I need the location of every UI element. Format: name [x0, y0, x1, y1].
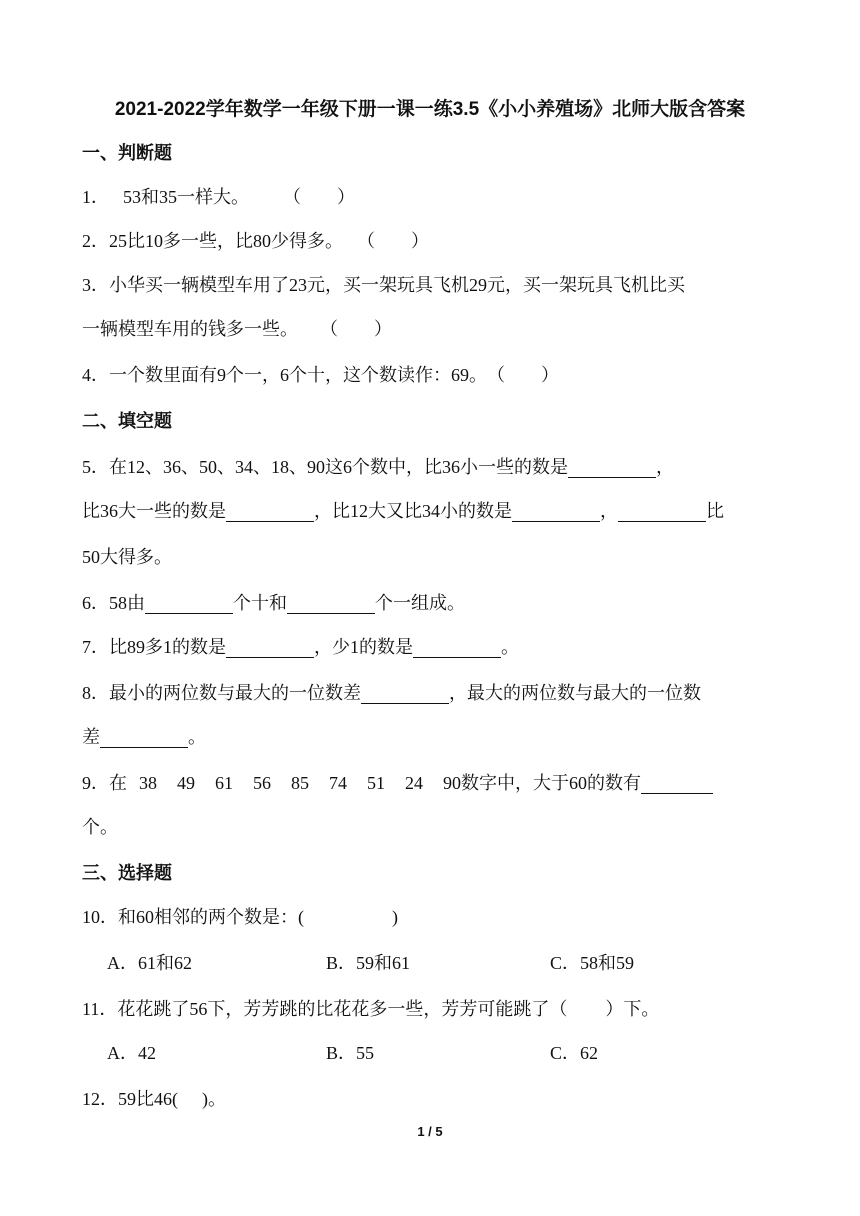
punctuation: )。 [202, 1089, 226, 1109]
question-text: 花花跳了56下，芳芳跳的比花花多一些，芳芳可能跳了（ [117, 999, 568, 1019]
section-heading-multiple-choice: 三、选择题 [82, 863, 172, 883]
question-text: 差 [82, 727, 100, 747]
number-item: 51 [367, 773, 385, 793]
question-5-line-1 [82, 454, 674, 480]
answer-parentheses[interactable]: （ ） [357, 231, 429, 251]
question-text: 个一组成。 [375, 593, 465, 613]
question-number: 3． [82, 275, 109, 295]
question-text: 59比46( [118, 1089, 178, 1109]
answer-blank[interactable] [287, 593, 375, 614]
answer-blank[interactable] [226, 501, 314, 522]
question-number: 5． [82, 457, 109, 477]
question-2 [82, 228, 429, 254]
question-8-line-2 [82, 724, 206, 750]
question-number: 11． [82, 999, 118, 1019]
number-item: 85 [291, 773, 309, 793]
question-text: 数字中，大于60的数有 [461, 773, 641, 793]
question-5-line-2 [82, 498, 724, 524]
question-text: 一辆模型车用的钱多一些。 [82, 319, 298, 339]
answer-blank[interactable] [145, 593, 233, 614]
question-number: 9． [82, 773, 109, 793]
number-item: 24 [405, 773, 423, 793]
question-text: 比 [706, 501, 724, 521]
question-text: ，最大的两位数与最大的一位数 [449, 683, 701, 703]
question-10-option-b[interactable]: B．59和61 [326, 953, 411, 973]
question-text: 比36大一些的数是 [82, 501, 226, 521]
number-item: 74 [329, 773, 347, 793]
question-text: 和60相邻的两个数是：( [118, 907, 304, 927]
question-text: 在12、36、50、34、18、90这6个数中，比36小一些的数是 [109, 457, 568, 477]
question-text: ，比12大又比34小的数是 [314, 501, 512, 521]
punctuation: 。 [188, 727, 206, 747]
question-1 [82, 184, 355, 210]
answer-parentheses[interactable]: （ ） [487, 365, 559, 385]
question-10-option-a[interactable]: A．61和62 [107, 953, 192, 973]
answer-blank[interactable] [100, 727, 188, 748]
question-3-line-2 [82, 316, 392, 342]
question-9-line-2 [82, 814, 118, 840]
section-heading-judgement: 一、判断题 [82, 143, 172, 163]
question-number: 4． [82, 365, 109, 385]
question-text: 最小的两位数与最大的一位数差 [109, 683, 361, 703]
question-3-line-1 [82, 272, 685, 298]
punctuation: ) [392, 907, 398, 927]
question-text: ）下。 [605, 999, 660, 1019]
question-9-line-1 [82, 770, 713, 796]
answer-blank[interactable] [512, 501, 600, 522]
question-11-option-c[interactable]: C．62 [550, 1043, 599, 1063]
question-8-line-1 [82, 680, 701, 706]
question-number: 6． [82, 593, 109, 613]
number-item: 90 [443, 773, 461, 793]
number-item: 56 [253, 773, 271, 793]
answer-blank[interactable] [568, 457, 656, 478]
question-5-line-3 [82, 544, 172, 570]
question-number: 12． [82, 1089, 118, 1109]
document-title: 2021-2022学年数学一年级下册一课一练3.5《小小养殖场》北师大版含答案 [114, 99, 746, 120]
question-number: 2． [82, 231, 109, 251]
number-item: 38 [139, 773, 157, 793]
question-11-option-b[interactable]: B．55 [326, 1043, 375, 1063]
answer-blank[interactable] [641, 773, 713, 794]
question-text: 25比10多一些，比80少得多。 [109, 231, 343, 251]
punctuation: ， [600, 501, 618, 521]
answer-parentheses[interactable]: （ ） [320, 319, 392, 339]
answer-blank[interactable] [361, 683, 449, 704]
answer-parentheses[interactable]: （ ） [283, 187, 355, 207]
answer-blank[interactable] [618, 501, 706, 522]
question-text: 在 [109, 773, 127, 793]
question-text: 个十和 [233, 593, 287, 613]
question-10-option-c[interactable]: C．58和59 [550, 953, 635, 973]
answer-blank[interactable] [413, 637, 501, 658]
question-text: 一个数里面有9个一，6个十，这个数读作：69。 [109, 365, 487, 385]
question-number: 1． [82, 187, 109, 207]
question-text: 50大得多。 [82, 547, 172, 567]
question-4 [82, 362, 559, 388]
question-text: 小华买一辆模型车用了23元，买一架玩具飞机29元，买一架玩具飞机比买 [109, 275, 685, 295]
question-text: 58由 [109, 593, 145, 613]
question-11 [82, 996, 659, 1022]
question-6 [82, 590, 465, 616]
question-number: 10． [82, 907, 118, 927]
question-7 [82, 634, 519, 660]
page-number: 1 / 5 [417, 1124, 443, 1139]
question-text: 53和35一样大。 [123, 187, 249, 207]
question-text: 个。 [82, 817, 118, 837]
question-text: 比89多1的数是 [109, 637, 226, 657]
answer-blank[interactable] [226, 637, 314, 658]
number-item: 61 [215, 773, 233, 793]
question-text: ，少1的数是 [314, 637, 413, 657]
question-10 [82, 904, 398, 930]
question-number: 8． [82, 683, 109, 703]
question-12 [82, 1086, 226, 1112]
question-number: 7． [82, 637, 109, 657]
number-item: 49 [177, 773, 195, 793]
punctuation: ， [656, 457, 674, 477]
question-11-option-a[interactable]: A．42 [107, 1043, 156, 1063]
punctuation: 。 [501, 637, 519, 657]
section-heading-fill-blank: 二、填空题 [82, 411, 172, 431]
